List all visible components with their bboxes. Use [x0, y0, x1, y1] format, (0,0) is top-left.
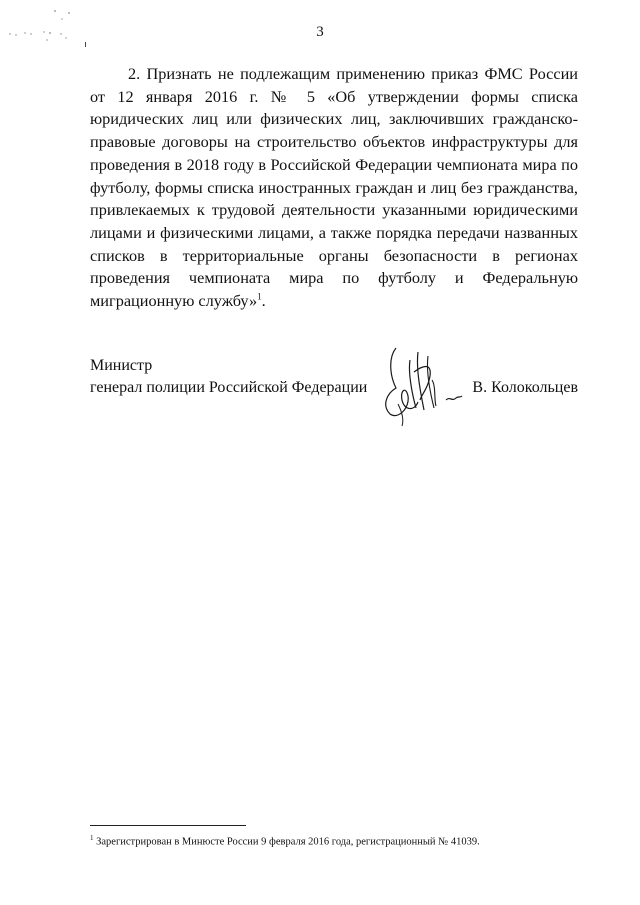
footnote-reference: 1: [257, 291, 262, 302]
page-number: 3: [316, 24, 324, 40]
signatory-rank: генерал полиции Российской Федерации: [90, 379, 368, 396]
item-number: 2.: [128, 64, 141, 83]
footnote-separator: [90, 825, 246, 826]
footnote: [90, 834, 480, 848]
footnote-marker: 1: [90, 834, 94, 842]
footnote-text: Зарегистрирован в Минюсте России 9 февраля 2016 года, регистрационный № 41039.: [96, 836, 480, 848]
paragraph-end: .: [261, 291, 266, 311]
signatory-name: В. Колокольцев: [472, 379, 578, 396]
signatory-title: Министр: [90, 357, 153, 374]
body-paragraph: [90, 63, 578, 313]
handwritten-signature: [374, 342, 474, 427]
paragraph-text: Признать не подлежащим применению приказ ФМС России от 12 января 2016 г. № 5 «Об утверждении формы списка юридических лиц или физических лиц, заключивших гражданско-правовые договоры на строительство объектов инфраструктуры для проведения в 2018 году в Российской Федерации чемпионата мира по футболу, формы списка иностранных граждан и лиц без гражданства, привлекаемых к трудовой деятельности указанными юридическими лицами и физическими лицами, а также порядка передачи названных списков в территориальные органы безопасности в регионах проведения чемпионата мира по футболу и Федеральную миграционную службу»: [90, 64, 579, 311]
